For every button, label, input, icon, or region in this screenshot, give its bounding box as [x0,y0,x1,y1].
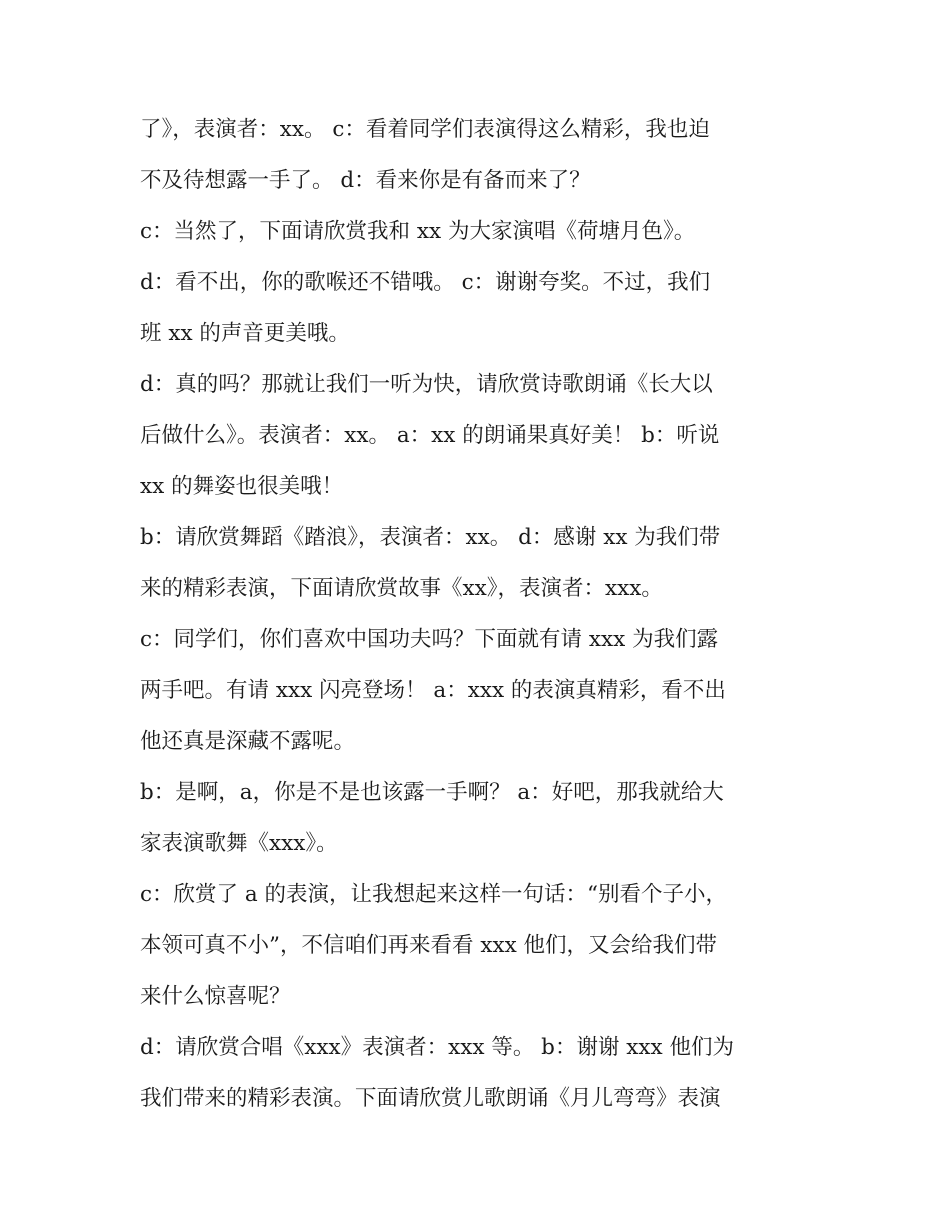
text-line: 他还真是深藏不露呢。 [140,729,356,754]
text-line: 后做什么》。表演者：xx。 a：xx 的朗诵果真好美！ b：听说 [140,423,720,448]
text-line: b：请欣赏舞蹈《踏浪》，表演者：xx。 d：感谢 xx 为我们带 [140,525,721,550]
text-line: c：同学们，你们喜欢中国功夫吗？下面就有请 xxx 为我们露 [140,627,719,652]
text-line: 我们带来的精彩表演。下面请欣赏儿歌朗诵《月儿弯弯》表演 [140,1086,721,1111]
text-line: xx 的舞姿也很美哦！ [140,474,344,499]
text-line: d：真的吗？那就让我们一听为快，请欣赏诗歌朗诵《长大以 [140,372,713,397]
text-line: 本领可真不小”，不信咱们再来看看 xxx 他们，又会给我们带 [140,933,718,958]
text-line: d：看不出，你的歌喉还不错哦。 c：谢谢夸奖。不过，我们 [140,270,711,295]
text-line: b：是啊，a，你是不是也该露一手啊？ a：好吧，那我就给大 [140,780,724,805]
script-text [140,104,820,1124]
text-line: 了》，表演者：xx。 c：看着同学们表演得这么精彩，我也迫 [140,117,710,142]
text-line: 班 xx 的声音更美哦。 [140,321,350,346]
text-line: c：当然了，下面请欣赏我和 xx 为大家演唱《荷塘月色》。 [140,219,696,244]
text-line: 来什么惊喜呢？ [140,984,291,1009]
text-line: c：欣赏了 a 的表演，让我想起来这样一句话：“别看个子小， [140,882,728,907]
text-line: 来的精彩表演，下面请欣赏故事《xx》，表演者：xxx。 [140,576,663,601]
text-line: 不及待想露一手了。 d：看来你是有备而来了？ [140,168,591,193]
text-line: 两手吧。有请 xxx 闪亮登场！ a：xxx 的表演真精彩，看不出 [140,678,726,703]
text-line: 家表演歌舞《xxx》。 [140,831,338,856]
text-line: d：请欣赏合唱《xxx》表演者：xxx 等。 b：谢谢 xxx 他们为 [140,1035,734,1060]
